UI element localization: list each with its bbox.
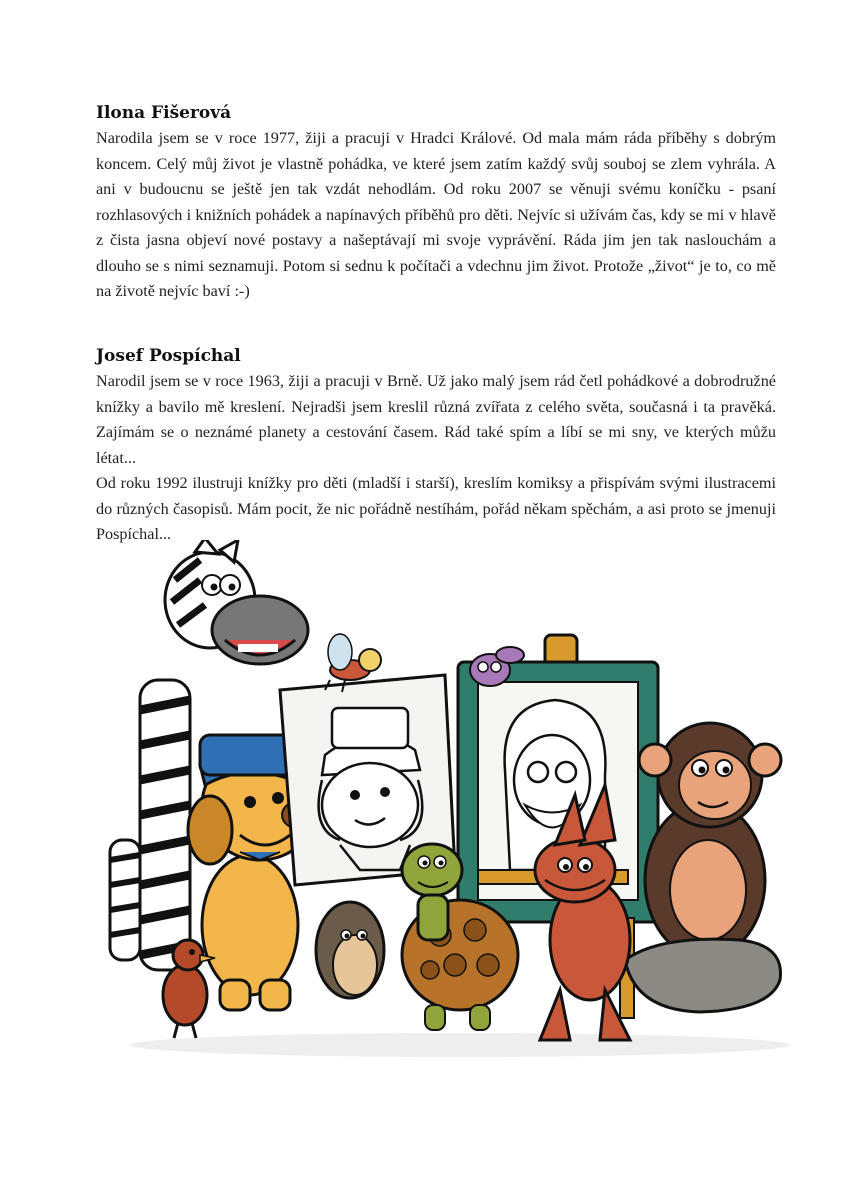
author-bio-text-2: Od roku 1992 ilustruji knížky pro děti (mladší i starší), kreslím komiksy a přispívám svými ilustracemi do různých časopisů. Mám pocit, že nic pořádně nestíhám, pořád někam spěchám, a asi proto se jmenuji Pospíchal... [96,474,776,543]
author-bio-text: Narodila jsem se v roce 1977, žiji a pracuji v Hradci Králové. Od mala mám ráda příběhy s dobrým koncem. Celý můj život je vlastně pohádka, ve které jsem zatím každý svůj souboj se zlem vyhrála. A ani v budoucnu se ještě jen tak vzdát nehodlám. Od roku 2007 se věnuji svému koníčku - psaní rozhlasových i knižních pohádek a napínavých příběhů pro děti. Nejvíc si užívám čas, kdy se mi v hlavě z čista jasna objeví nové postavy a našeptávají mi svoje vyprávění. Ráda jim jen tak naslouchám a dlouho se s nimi seznamuji. Potom si sednu k počítači a vdechnu jim život. Protože „život“ je to, co mě na životě nejvíc baví :-) [96,129,776,300]
hedgehog [316,902,384,998]
author-name: Josef Pospíchal [96,346,241,366]
rock [625,939,781,1012]
monkey [639,723,781,958]
author-bio-josef [96,343,776,548]
cartoon-illustration [100,540,800,1065]
ground-shadow [130,1033,790,1057]
author-bio-ilona [96,100,776,305]
author-bio-text: Narodil jsem se v roce 1963, žiji a pracuji v Brně. Už jako malý jsem rád četl pohádkové a dobrodružné knížky a bavilo mě kreslení. Nejradši jsem kreslil různá zvířata z celého světa, současná i ta pravěká. Zajímám se o neznámé planety a cestování časem. Rád také spím a líbí se mi sny, ve kterých můžu létat... [96,372,776,467]
author-name: Ilona Fišerová [96,103,232,123]
